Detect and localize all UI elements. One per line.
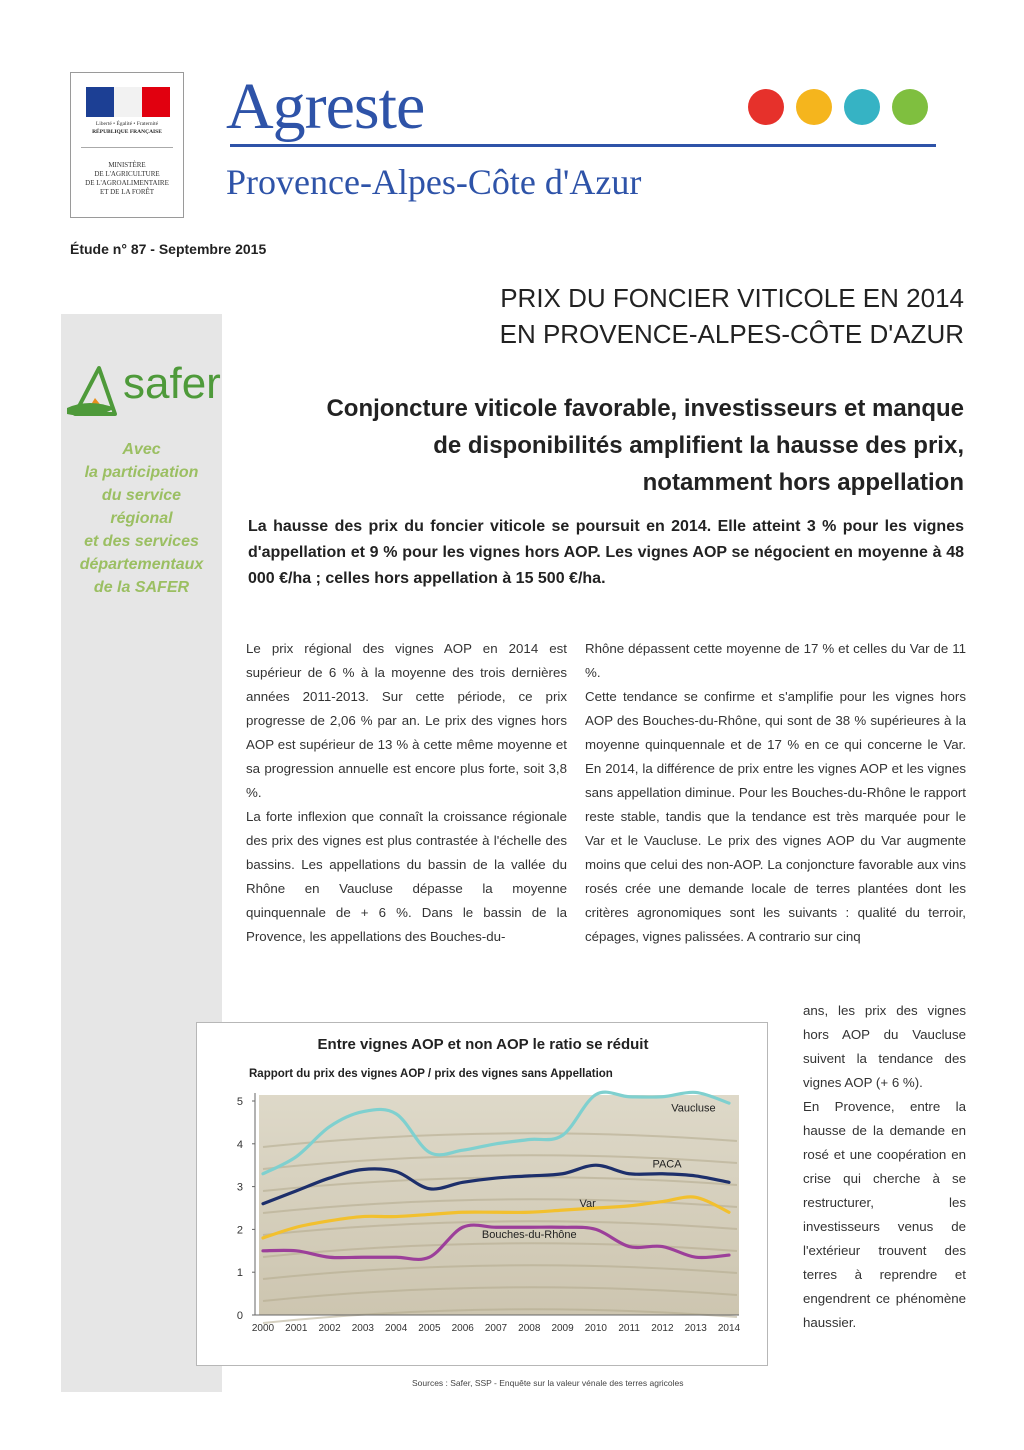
republic-name: RÉPUBLIQUE FRANÇAISE	[92, 129, 162, 135]
x-tick-label: 2002	[318, 1323, 341, 1334]
paragraph: Le prix régional des vignes AOP en 2014 est supérieur de 6 % à la moyenne des trois dernières années 2011-2013. Sur cette période, ce prix progresse de 2,06 % par an. Le prix des vignes hors AOP est supérieur de 13 % à cette même moyenne et sa progression annuelle est encore plus forte, soit 3,8 %.	[246, 641, 567, 800]
x-tick-label: 2010	[584, 1323, 607, 1334]
y-tick-label: 2	[236, 1224, 243, 1237]
ministry-line: ET DE LA FORÊT	[99, 188, 155, 196]
x-tick-label: 2007	[484, 1323, 508, 1334]
sidebar-line: Avec	[122, 441, 161, 458]
series-label: Vaucluse	[671, 1102, 716, 1115]
y-tick-label: 3	[236, 1181, 243, 1194]
republic-motto: Liberté • Égalité • Fraternité	[95, 121, 159, 127]
x-tick-label: 2011	[618, 1323, 640, 1334]
brand-rule	[230, 144, 936, 147]
paragraph: Rhône dépassent cette moyenne de 17 % et celles du Var de 11 %.	[585, 641, 966, 680]
subtitle-line: Conjoncture viticole favorable, investisseurs et manque	[326, 395, 964, 422]
ratio-chart-svg	[197, 1023, 769, 1367]
y-tick-label: 0	[236, 1310, 243, 1322]
x-tick-label: 2008	[518, 1323, 541, 1334]
teal-dot-icon	[844, 89, 880, 125]
yellow-dot-icon	[796, 89, 832, 125]
y-tick-label: 1	[236, 1267, 243, 1280]
x-tick-label: 2001	[285, 1323, 308, 1334]
paragraph: La forte inflexion que connaît la croissance régionale des prix des vignes est plus contrastée à l'échelle des bassins. Les appellations du bassin de la vallée du Rhône en Vaucluse dépasse la moyenne quinquennale de + 6 %. Dans le bassin de la Provence, les appellations des Bouches-du-	[246, 809, 567, 944]
sidebar-line: et des services	[84, 533, 199, 550]
chart-plot-background	[259, 1095, 739, 1315]
sidebar-line: du service	[101, 487, 182, 504]
sidebar-line: départementaux	[79, 556, 204, 573]
sidebar-line: la participation	[84, 464, 199, 481]
safer-logo-word: safer	[123, 359, 221, 408]
safer-logo-icon	[65, 362, 125, 428]
x-tick-label: 2005	[418, 1323, 441, 1334]
region-name: Provence-Alpes-Côte d'Azur	[226, 162, 642, 202]
x-tick-label: 2013	[684, 1323, 707, 1334]
y-tick-label: 5	[236, 1096, 243, 1108]
red-dot-icon	[748, 89, 784, 125]
ministry-line: DE L'AGROALIMENTAIRE	[85, 179, 169, 187]
subtitle-line: notamment hors appellation	[642, 469, 964, 496]
body-column-left	[246, 637, 567, 949]
ministry-line: DE L'AGRICULTURE	[94, 170, 160, 178]
study-number: Étude n° 87 - Septembre 2015	[70, 241, 267, 257]
sidebar-line: régional	[110, 510, 173, 527]
series-label: PACA	[652, 1158, 682, 1171]
x-tick-label: 2006	[451, 1323, 474, 1334]
lead-paragraph: La hausse des prix du foncier viticole se poursuit en 2014. Elle atteint 3 % pour les vignes d'appellation et 9 % pour les vignes hors AOP. Les vignes AOP se négocient en moyenne à 48 000 €/ha ; celles hors appellation à 15 500 €/ha.	[248, 518, 964, 587]
logo-divider	[81, 147, 173, 148]
brand-dots	[748, 89, 928, 125]
x-tick-label: 2014	[717, 1323, 741, 1334]
subtitle-line: de disponibilités amplifient la hausse des prix,	[433, 432, 964, 459]
body-column-right	[585, 637, 966, 949]
french-flag-icon	[86, 87, 170, 117]
agreste-brand: Agreste	[226, 70, 425, 143]
subtitle	[250, 390, 964, 501]
ratio-chart	[196, 1022, 768, 1366]
government-logo	[70, 72, 184, 218]
title-line: EN PROVENCE-ALPES-CÔTE D'AZUR	[499, 319, 964, 349]
x-tick-label: 2012	[651, 1323, 674, 1334]
green-dot-icon	[892, 89, 928, 125]
paragraph: En Provence, entre la hausse de la demande en rosé et une coopération en crise qui cherche à se restructurer, les investisseurs venus de l'extérieur trouvent des terres à reprendre et engendrent ce phénomène haussier.	[803, 1099, 966, 1330]
chart-title: Entre vignes AOP et non AOP le ratio se réduit	[317, 1036, 649, 1053]
ministry-name	[75, 161, 179, 197]
series-label: Var	[579, 1198, 596, 1211]
ministry-line: MINISTÈRE	[108, 161, 146, 169]
paragraph: ans, les prix des vignes hors AOP du Vaucluse suivent la tendance des vignes AOP (+ 6 %).	[803, 1003, 966, 1090]
title-line: PRIX DU FONCIER VITICOLE EN 2014	[500, 283, 964, 313]
x-tick-label: 2003	[351, 1323, 374, 1334]
series-label: Bouches-du-Rhône	[481, 1228, 577, 1241]
chart-subtitle: Rapport du prix des vignes AOP / prix des vignes sans Appellation	[249, 1068, 613, 1080]
x-tick-label: 2009	[551, 1323, 574, 1334]
sidebar-line: de la SAFER	[93, 579, 190, 596]
x-tick-label: 2004	[385, 1323, 408, 1334]
page-title	[260, 280, 964, 352]
sidebar-participation	[61, 438, 222, 599]
body-column-narrow	[803, 999, 966, 1335]
paragraph: Cette tendance se confirme et s'amplifie pour les vignes hors AOP des Bouches-du-Rhône, qui sont de 38 % supérieures à la moyenne quinquennale et de 17 % en ce qui concerne le Var. En 2014, la différence de prix entre les vignes AOP et les vignes sans appellation diminue. Pour les Bouches-du-Rhône le rapport reste stable, tandis que la tendance est très marquée pour le Var et le Vaucluse. Le prix des vignes AOP du Var augmente moins que celui des non-AOP. La conjoncture favorable aux vins rosés crée une demande locale de terres plantées dont les critères agronomiques sont les suivants : qualité du terroir, cépages, vignes palissées. A contrario sur cinq	[585, 689, 966, 944]
chart-source: Sources : Safer, SSP - Enquête sur la valeur vénale des terres agricoles	[412, 1378, 684, 1388]
y-tick-label: 4	[236, 1138, 243, 1151]
x-tick-label: 2000	[251, 1323, 275, 1334]
